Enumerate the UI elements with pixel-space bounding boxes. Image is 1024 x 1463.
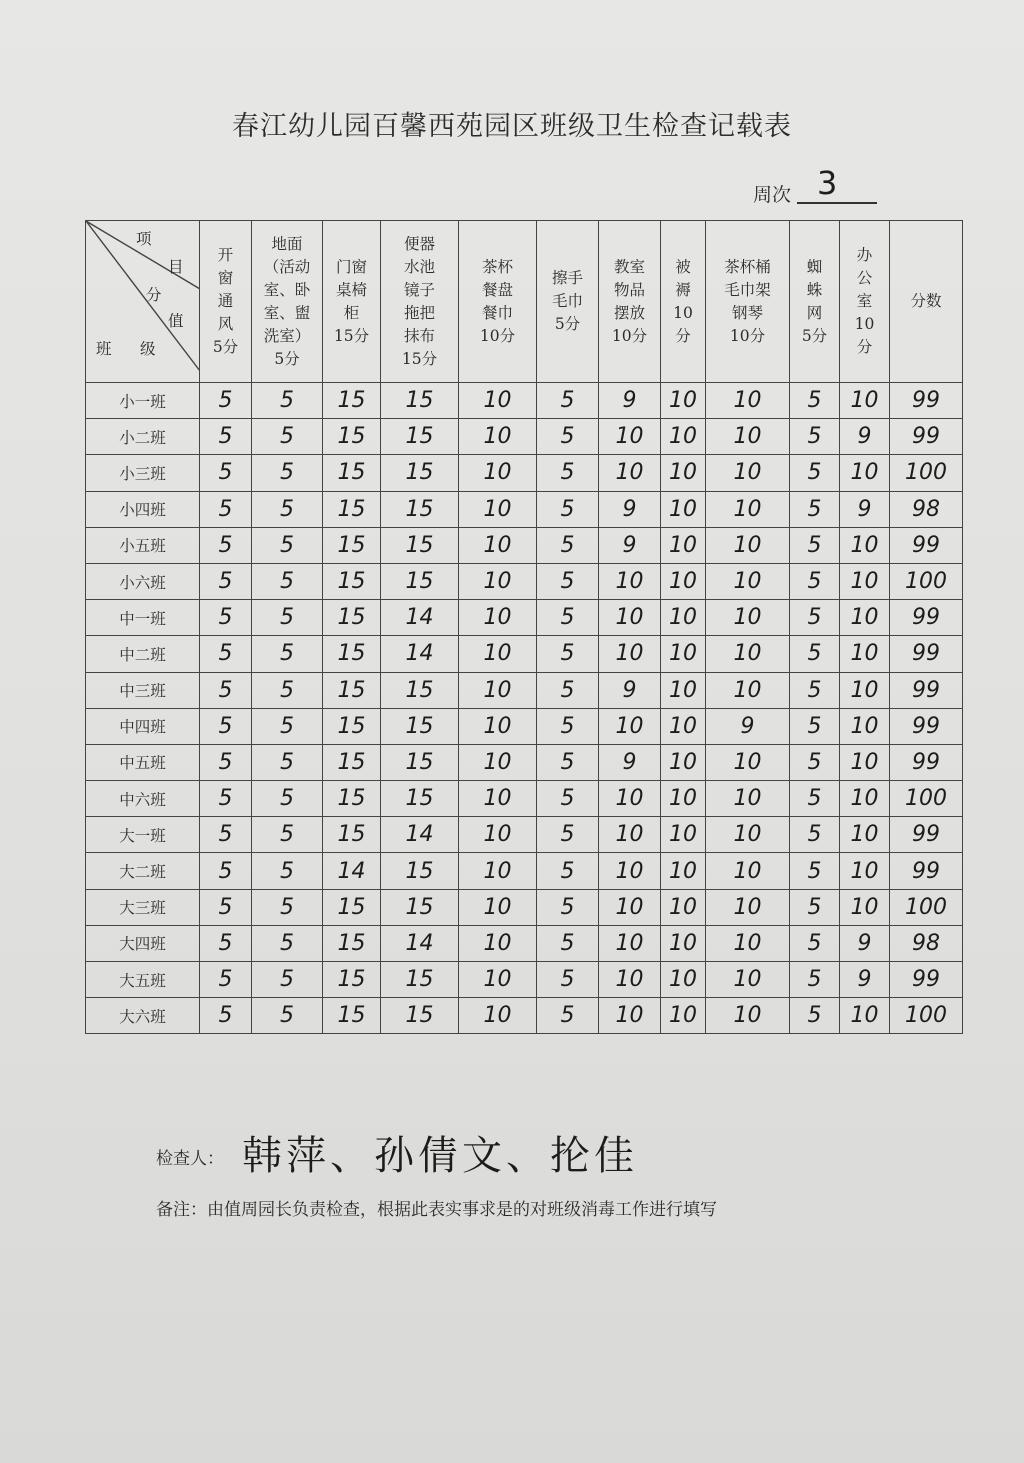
score-cell: 5 (790, 889, 840, 925)
class-name-cell: 小六班 (86, 563, 200, 599)
score-cell: 15 (323, 744, 381, 780)
total-score-cell: 99 (890, 527, 963, 563)
score-cell: 5 (790, 636, 840, 672)
corner-class-label: 班 (96, 340, 112, 358)
score-cell: 5 (790, 563, 840, 599)
score-cell: 9 (599, 744, 661, 780)
score-cell: 10 (459, 527, 537, 563)
score-cell: 10 (459, 672, 537, 708)
score-cell: 5 (790, 455, 840, 491)
week-value: 3 (817, 164, 838, 202)
score-cell: 10 (706, 600, 790, 636)
score-cell: 10 (661, 600, 706, 636)
header-total-score: 分数 (890, 221, 963, 383)
class-name-cell: 中二班 (86, 636, 200, 672)
score-cell: 5 (252, 527, 323, 563)
table-row (86, 998, 963, 1034)
sheet-title: 春江幼儿园百馨西苑园区班级卫生检查记载表 (232, 111, 792, 142)
score-cell: 10 (459, 491, 537, 527)
score-cell: 14 (323, 853, 381, 889)
score-cell: 15 (323, 889, 381, 925)
table-row (86, 889, 963, 925)
score-cell: 10 (599, 853, 661, 889)
score-cell: 10 (661, 563, 706, 599)
score-cell: 15 (381, 455, 459, 491)
score-cell: 10 (661, 925, 706, 961)
score-cell: 5 (537, 889, 599, 925)
score-cell: 10 (840, 600, 890, 636)
score-cell: 10 (706, 925, 790, 961)
table-row (86, 563, 963, 599)
score-cell: 10 (840, 383, 890, 419)
score-cell: 15 (323, 998, 381, 1034)
class-name-cell: 小三班 (86, 455, 200, 491)
class-name-cell: 大四班 (86, 925, 200, 961)
score-cell: 5 (200, 383, 252, 419)
total-score-cell: 99 (890, 419, 963, 455)
score-cell: 5 (790, 744, 840, 780)
score-cell: 5 (537, 419, 599, 455)
score-cell: 5 (252, 455, 323, 491)
score-cell: 5 (790, 998, 840, 1034)
score-cell: 9 (840, 925, 890, 961)
table-row (86, 491, 963, 527)
class-name-cell: 小五班 (86, 527, 200, 563)
score-cell: 15 (381, 491, 459, 527)
class-name-cell: 中三班 (86, 672, 200, 708)
header-office: 办 公 室 10 分 (840, 221, 890, 383)
score-cell: 5 (537, 998, 599, 1034)
score-cell: 10 (459, 962, 537, 998)
score-cell: 10 (706, 853, 790, 889)
score-cell: 10 (599, 708, 661, 744)
header-classroom-items: 教室 物品 摆放 10分 (599, 221, 661, 383)
score-cell: 15 (323, 455, 381, 491)
score-cell: 10 (599, 889, 661, 925)
table-row (86, 527, 963, 563)
score-cell: 15 (323, 781, 381, 817)
score-cell: 5 (790, 962, 840, 998)
score-cell: 10 (661, 455, 706, 491)
score-cell: 5 (537, 781, 599, 817)
score-cell: 10 (840, 744, 890, 780)
score-cell: 15 (381, 744, 459, 780)
score-cell: 10 (840, 672, 890, 708)
score-cell: 10 (706, 491, 790, 527)
score-cell: 10 (706, 419, 790, 455)
score-cell: 5 (790, 491, 840, 527)
total-score-cell: 100 (890, 455, 963, 491)
score-cell: 5 (252, 853, 323, 889)
score-cell: 15 (323, 563, 381, 599)
score-cell: 10 (459, 383, 537, 419)
score-cell: 5 (252, 998, 323, 1034)
corner-score-label: 分 (146, 286, 162, 304)
inspector-label: 检查人： (156, 1149, 224, 1169)
score-cell: 9 (599, 527, 661, 563)
score-cell: 10 (459, 600, 537, 636)
class-name-cell: 中五班 (86, 744, 200, 780)
score-cell: 10 (706, 998, 790, 1034)
score-cell: 10 (459, 853, 537, 889)
total-score-cell: 99 (890, 636, 963, 672)
score-cell: 5 (252, 563, 323, 599)
score-cell: 5 (537, 383, 599, 419)
score-cell: 5 (790, 925, 840, 961)
header-cobweb: 蜘 蛛 网 5分 (790, 221, 840, 383)
corner-item-label-2: 目 (168, 258, 184, 276)
score-cell: 5 (537, 925, 599, 961)
score-cell: 5 (252, 889, 323, 925)
score-cell: 10 (661, 817, 706, 853)
score-cell: 5 (537, 853, 599, 889)
score-cell: 10 (599, 962, 661, 998)
total-score-cell: 99 (890, 383, 963, 419)
score-cell: 15 (323, 672, 381, 708)
score-cell: 14 (381, 636, 459, 672)
score-cell: 5 (537, 527, 599, 563)
total-score-cell: 100 (890, 998, 963, 1034)
score-cell: 10 (459, 889, 537, 925)
score-cell: 10 (661, 708, 706, 744)
table-row (86, 672, 963, 708)
header-cup-bucket-piano: 茶杯桶 毛巾架 钢琴 10分 (706, 221, 790, 383)
score-cell: 10 (599, 925, 661, 961)
score-cell: 15 (381, 419, 459, 455)
score-cell: 10 (661, 636, 706, 672)
score-cell: 15 (381, 889, 459, 925)
score-cell: 10 (706, 383, 790, 419)
score-cell: 10 (840, 817, 890, 853)
score-cell: 10 (706, 817, 790, 853)
score-cell: 5 (200, 962, 252, 998)
score-cell: 10 (459, 925, 537, 961)
score-cell: 10 (661, 383, 706, 419)
score-cell: 15 (381, 781, 459, 817)
score-cell: 15 (381, 962, 459, 998)
score-cell: 5 (537, 491, 599, 527)
score-cell: 5 (790, 817, 840, 853)
score-cell: 5 (252, 744, 323, 780)
score-cell: 5 (537, 600, 599, 636)
total-score-cell: 100 (890, 781, 963, 817)
score-cell: 10 (840, 636, 890, 672)
score-cell: 9 (599, 672, 661, 708)
header-floor: 地面 （活动 室、卧 室、盥 洗室） 5分 (252, 221, 323, 383)
score-cell: 10 (706, 636, 790, 672)
score-cell: 5 (790, 708, 840, 744)
remark-note: 备注：由值周园长负责检查，根据此表实事求是的对班级消毒工作进行填写 (156, 1200, 717, 1220)
score-cell: 10 (706, 455, 790, 491)
score-cell: 10 (599, 781, 661, 817)
score-cell: 15 (381, 563, 459, 599)
score-cell: 10 (840, 708, 890, 744)
score-cell: 10 (661, 744, 706, 780)
corner-item-label: 项 (136, 230, 152, 248)
class-name-cell: 中六班 (86, 781, 200, 817)
score-cell: 15 (323, 383, 381, 419)
score-cell: 5 (200, 419, 252, 455)
score-cell: 5 (252, 600, 323, 636)
score-cell: 10 (840, 889, 890, 925)
total-score-cell: 99 (890, 672, 963, 708)
score-cell: 15 (323, 817, 381, 853)
corner-header-cell (86, 221, 200, 383)
total-score-cell: 98 (890, 491, 963, 527)
class-name-cell: 大二班 (86, 853, 200, 889)
total-score-cell: 99 (890, 600, 963, 636)
score-cell: 5 (200, 744, 252, 780)
score-cell: 5 (790, 419, 840, 455)
score-cell: 10 (661, 527, 706, 563)
score-cell: 10 (599, 600, 661, 636)
score-cell: 5 (200, 853, 252, 889)
score-cell: 5 (200, 636, 252, 672)
score-cell: 5 (790, 600, 840, 636)
score-cell: 10 (840, 781, 890, 817)
score-cell: 5 (200, 925, 252, 961)
score-cell: 5 (790, 853, 840, 889)
score-cell: 15 (323, 708, 381, 744)
score-cell: 15 (323, 962, 381, 998)
table-row (86, 383, 963, 419)
score-cell: 10 (661, 889, 706, 925)
score-cell: 9 (840, 962, 890, 998)
score-cell: 15 (323, 636, 381, 672)
score-cell: 10 (459, 636, 537, 672)
score-cell: 5 (200, 998, 252, 1034)
score-cell: 5 (252, 708, 323, 744)
score-cell: 14 (381, 925, 459, 961)
score-cell: 10 (661, 962, 706, 998)
score-cell: 5 (790, 527, 840, 563)
score-cell: 5 (252, 781, 323, 817)
table-row (86, 962, 963, 998)
total-score-cell: 100 (890, 889, 963, 925)
score-cell: 5 (200, 563, 252, 599)
score-cell: 5 (537, 708, 599, 744)
score-cell: 10 (599, 563, 661, 599)
corner-class-label-2: 级 (140, 340, 156, 358)
score-cell: 10 (661, 781, 706, 817)
class-name-cell: 小二班 (86, 419, 200, 455)
total-score-cell: 99 (890, 708, 963, 744)
score-cell: 15 (323, 419, 381, 455)
score-cell: 10 (706, 527, 790, 563)
score-cell: 15 (381, 853, 459, 889)
table-row (86, 419, 963, 455)
inspector-signatures: 韩萍、孙倩文、抡佳 (242, 1133, 638, 1179)
score-cell: 10 (706, 781, 790, 817)
score-cell: 5 (252, 817, 323, 853)
table-row (86, 817, 963, 853)
header-ventilation: 开 窗 通 风 5分 (200, 221, 252, 383)
week-field (753, 164, 878, 206)
table-row (86, 925, 963, 961)
class-name-cell: 大一班 (86, 817, 200, 853)
header-toilet-sink: 便器 水池 镜子 拖把 抹布 15分 (381, 221, 459, 383)
score-cell: 9 (840, 419, 890, 455)
score-cell: 10 (459, 419, 537, 455)
score-cell: 5 (537, 744, 599, 780)
header-cups-plates: 茶杯 餐盘 餐巾 10分 (459, 221, 537, 383)
score-cell: 10 (459, 998, 537, 1034)
score-cell: 9 (599, 491, 661, 527)
score-cell: 15 (323, 527, 381, 563)
score-cell: 15 (323, 600, 381, 636)
score-cell: 5 (252, 383, 323, 419)
score-cell: 10 (599, 817, 661, 853)
score-cell: 5 (200, 527, 252, 563)
table-row (86, 600, 963, 636)
score-cell: 5 (252, 419, 323, 455)
score-cell: 14 (381, 817, 459, 853)
score-cell: 10 (840, 563, 890, 599)
score-cell: 14 (381, 600, 459, 636)
class-name-cell: 小四班 (86, 491, 200, 527)
score-cell: 15 (323, 491, 381, 527)
header-row (86, 221, 963, 383)
score-table-body (86, 383, 963, 1034)
score-cell: 10 (840, 998, 890, 1034)
score-cell: 10 (459, 708, 537, 744)
table-row (86, 455, 963, 491)
score-cell: 15 (381, 672, 459, 708)
score-cell: 5 (200, 600, 252, 636)
score-cell: 5 (200, 672, 252, 708)
week-underline (797, 202, 877, 204)
score-cell: 10 (599, 636, 661, 672)
header-hand-towel: 擦手 毛巾 5分 (537, 221, 599, 383)
score-cell: 10 (706, 962, 790, 998)
score-cell: 10 (840, 853, 890, 889)
score-cell: 10 (840, 455, 890, 491)
score-cell: 10 (661, 853, 706, 889)
score-cell: 5 (790, 672, 840, 708)
score-cell: 15 (323, 925, 381, 961)
score-cell: 15 (381, 708, 459, 744)
score-cell: 5 (537, 455, 599, 491)
score-cell: 15 (381, 383, 459, 419)
score-cell: 5 (537, 817, 599, 853)
table-row (86, 708, 963, 744)
score-cell: 9 (840, 491, 890, 527)
score-cell: 15 (381, 998, 459, 1034)
total-score-cell: 99 (890, 853, 963, 889)
score-cell: 10 (706, 744, 790, 780)
score-cell: 9 (706, 708, 790, 744)
score-cell: 5 (200, 889, 252, 925)
score-cell: 5 (252, 672, 323, 708)
score-cell: 10 (459, 781, 537, 817)
class-name-cell: 大五班 (86, 962, 200, 998)
class-name-cell: 中四班 (86, 708, 200, 744)
hygiene-score-table (85, 220, 963, 1034)
table-row (86, 744, 963, 780)
table-row (86, 636, 963, 672)
score-cell: 10 (459, 455, 537, 491)
score-cell: 5 (200, 781, 252, 817)
table-row (86, 781, 963, 817)
total-score-cell: 99 (890, 817, 963, 853)
score-cell: 5 (252, 636, 323, 672)
score-cell: 5 (252, 962, 323, 998)
score-cell: 10 (661, 419, 706, 455)
score-cell: 5 (200, 708, 252, 744)
total-score-cell: 98 (890, 925, 963, 961)
score-cell: 10 (706, 889, 790, 925)
score-cell: 5 (790, 383, 840, 419)
table-row (86, 853, 963, 889)
score-cell: 5 (537, 672, 599, 708)
class-name-cell: 大六班 (86, 998, 200, 1034)
score-cell: 9 (599, 383, 661, 419)
score-cell: 10 (840, 527, 890, 563)
class-name-cell: 小一班 (86, 383, 200, 419)
score-cell: 10 (661, 998, 706, 1034)
score-cell: 5 (537, 636, 599, 672)
score-cell: 10 (706, 672, 790, 708)
score-cell: 10 (599, 419, 661, 455)
total-score-cell: 99 (890, 962, 963, 998)
score-cell: 5 (200, 455, 252, 491)
week-label: 周次 (753, 184, 792, 206)
score-cell: 5 (200, 817, 252, 853)
score-cell: 10 (661, 491, 706, 527)
score-cell: 5 (790, 781, 840, 817)
score-cell: 5 (537, 962, 599, 998)
score-cell: 10 (459, 744, 537, 780)
total-score-cell: 100 (890, 563, 963, 599)
class-name-cell: 大三班 (86, 889, 200, 925)
corner-score-label-2: 值 (168, 312, 184, 330)
score-cell: 5 (200, 491, 252, 527)
score-cell: 10 (661, 672, 706, 708)
score-cell: 5 (252, 925, 323, 961)
score-cell: 15 (381, 527, 459, 563)
score-cell: 10 (459, 817, 537, 853)
score-cell: 10 (706, 563, 790, 599)
header-bedding: 被 褥 10 分 (661, 221, 706, 383)
class-name-cell: 中一班 (86, 600, 200, 636)
header-doors-furniture: 门窗 桌椅 柜 15分 (323, 221, 381, 383)
total-score-cell: 99 (890, 744, 963, 780)
score-cell: 10 (599, 455, 661, 491)
score-cell: 10 (599, 998, 661, 1034)
score-cell: 5 (537, 563, 599, 599)
score-cell: 10 (459, 563, 537, 599)
score-cell: 5 (252, 491, 323, 527)
